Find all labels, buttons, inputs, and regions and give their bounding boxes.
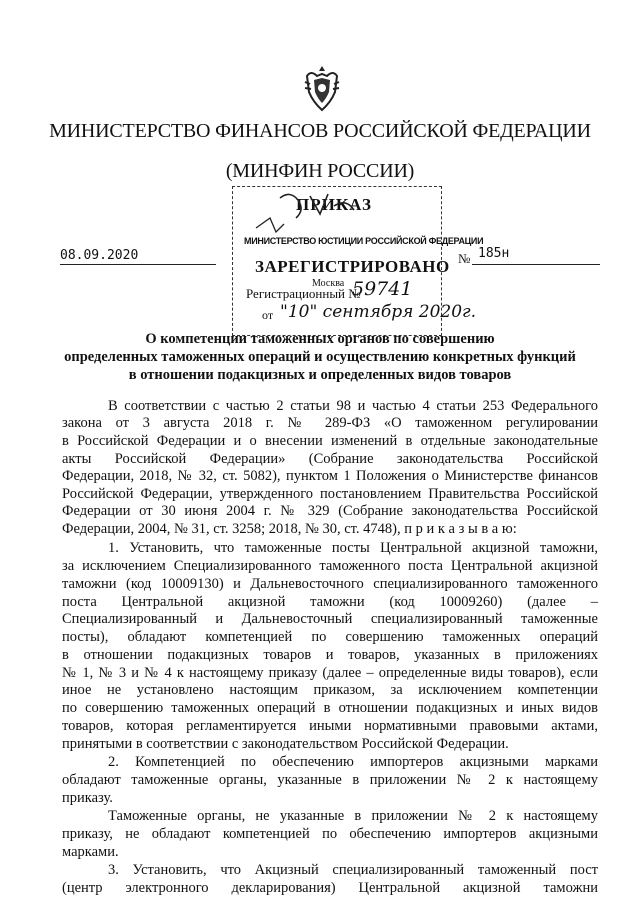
order-title-line: определенных таможенных операций и осуществлению конкретных функций (64, 349, 576, 365)
body-text-line: (центр электронного декларирования) Центральной акцизной таможни (62, 880, 598, 896)
order-title-line: О компетенции таможенных органов по совершению (145, 331, 495, 347)
body-text-line: 2. Компетенцией по обеспечению импортеров акцизными марками (108, 754, 598, 770)
body-text-line: акты Российской Федерации» (Собрание законодательства Российской (62, 451, 598, 467)
body-text-line: посты), обладают компетенцией по совершению таможенных операций (62, 629, 598, 645)
body-text-line: № 1, № 3 и № 4 к настоящему приказу (далее – определенные виды товаров), если (62, 665, 598, 681)
body-text-line: в Российской Федерации и о внесении изменений в отдельные законодательные (62, 433, 598, 449)
body-text-line: закона от 3 августа 2018 г. № 289-ФЗ «О таможенном регулировании (62, 415, 598, 431)
body-text-line: марками. (62, 844, 119, 860)
coat-of-arms-emblem (301, 62, 343, 114)
document-type: ПРИКАЗ (296, 195, 372, 214)
body-text-line: принятыми в соответствии с законодательством Российской Федерации. (62, 736, 509, 752)
body-text-line: 1. Установить, что таможенные посты Центральной акцизной таможни, (108, 540, 598, 556)
body-text-line: обладают таможенные органы, указанные в приложении № 2 к настоящему (62, 772, 598, 788)
body-text-line: товаров, которая регламентируется иными нормативными правовыми актами, (62, 718, 598, 734)
body-text-line: иное не установлено настоящим приказом, за исключением компетенции (62, 682, 598, 698)
stamp-reg-number: 59741 (352, 278, 413, 300)
stamp-city: Москва (312, 278, 345, 289)
stamp-reg-label: Регистрационный № (246, 286, 361, 301)
order-date: 08.09.2020 (60, 248, 139, 263)
body-text-line: приказу. (62, 790, 113, 806)
order-number-label: № (458, 251, 471, 266)
stamp-reg-date: "10" сентября 2020г. (280, 302, 477, 322)
body-text-line: Специализированный и Дальневосточный специализированный таможенные (62, 611, 598, 627)
number-underline (472, 264, 600, 265)
body-text-line: по совершению таможенных операций в отношении подакцизных и иных видов (62, 700, 598, 716)
ministry-short-name: (МИНФИН РОССИИ) (225, 160, 415, 182)
body-text-line: Федерации, 2004, № 31, ст. 3258; 2018, № 30, ст. 4748), п р и к а з ы в а ю: (62, 521, 517, 537)
body-text-line: Таможенные органы, не указанные в приложении № 2 к настоящему (108, 808, 598, 824)
ministry-name: МИНИСТЕРСТВО ФИНАНСОВ РОССИЙСКОЙ ФЕДЕРАЦИИ (49, 120, 591, 142)
body-text-line: таможни (код 10009130) и Дальневосточного специализированного таможенного (62, 576, 598, 592)
stamp-date-label: от (262, 308, 274, 322)
body-text-line: В соответствии с частью 2 статьи 98 и частью 4 статьи 253 Федерального (108, 398, 598, 414)
body-text-line: Российской Федерации, утвержденного постановлением Правительства Российской (62, 486, 598, 502)
stamp-status: ЗАРЕГИСТРИРОВАНО (255, 257, 450, 276)
body-text-line: за исключением Специализированного таможенного поста Центральной акцизной (62, 558, 598, 574)
body-text-line: 3. Установить, что Акцизный специализированный таможенный пост (108, 862, 598, 878)
date-underline (60, 264, 216, 265)
body-text-line: поста Центральной акцизной таможни (код 10009260) (далее – (62, 594, 598, 610)
body-text-line: приказу, не обладают компетенцией по обеспечению импортеров акцизными (62, 826, 598, 842)
body-text-line: Федерации, 2018, № 32, ст. 5082), пунктом 1 Положения о Министерстве финансов (62, 468, 598, 484)
stamp-authority: МИНИСТЕРСТВО ЮСТИЦИИ РОССИЙСКОЙ ФЕДЕРАЦИИ (244, 236, 484, 246)
signature-scribble (250, 188, 368, 238)
order-number: 185н (478, 246, 510, 261)
order-title-line: в отношении подакцизных и определенных видов товаров (128, 367, 512, 383)
body-text-line: Федерации от 30 июня 2004 г. № 329 (Собрание законодательства Российской (62, 503, 598, 519)
body-text-line: в отношении подакцизных товаров и товаров, указанных в приложениях (62, 647, 598, 663)
